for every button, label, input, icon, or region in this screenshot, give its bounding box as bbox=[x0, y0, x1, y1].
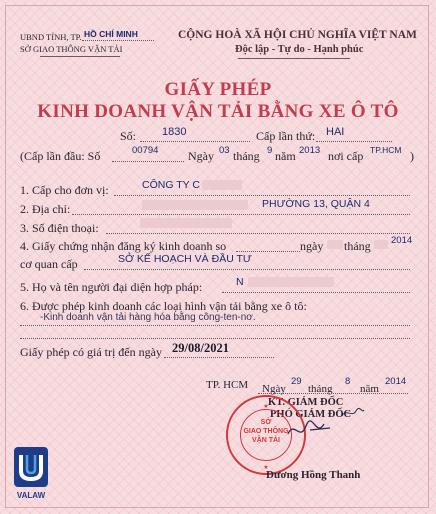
field6-line1 bbox=[20, 325, 410, 326]
field6-line2 bbox=[20, 338, 410, 339]
thang-value: 9 bbox=[267, 145, 273, 156]
agency-line2: SỞ GIAO THÔNG VẬN TẢI bbox=[20, 44, 123, 54]
sign-name: Dương Hồng Thanh bbox=[266, 469, 361, 481]
valaw-logo bbox=[14, 447, 48, 503]
ngay-value: 03 bbox=[219, 145, 230, 156]
field4-number-line bbox=[236, 251, 300, 252]
sign-ngay-label: Ngày bbox=[262, 383, 286, 395]
agency-city: HỒ CHÍ MINH bbox=[84, 29, 138, 39]
redacted-phone bbox=[140, 218, 232, 228]
thang-label: tháng bbox=[233, 149, 260, 163]
field1-label: 1. Cấp cho đơn vị: bbox=[20, 183, 109, 197]
field4-ngay: ngày bbox=[300, 239, 324, 253]
so-value: 1830 bbox=[162, 126, 187, 138]
sign-place: TP. HCM bbox=[206, 379, 249, 391]
field6-value: -Kinh doanh vận tải hàng hóa bằng công-ten-nơ. bbox=[40, 312, 256, 323]
cap-lan-thu-line bbox=[316, 141, 392, 142]
close-paren: ) bbox=[410, 149, 414, 163]
field5-label: 5. Họ và tên người đại diện hợp pháp: bbox=[20, 280, 203, 294]
field4-co-quan-label: cơ quan cấp bbox=[20, 257, 78, 271]
nam-value: 2013 bbox=[299, 145, 321, 156]
sign-role1: KT. GIÁM ĐỐC bbox=[268, 397, 344, 408]
sign-role2: PHÓ GIÁM ĐỐC bbox=[270, 409, 352, 420]
stamp-line1: SỞ bbox=[260, 419, 272, 426]
motto-underline bbox=[238, 58, 350, 59]
sign-ngay-value: 29 bbox=[291, 376, 302, 387]
document-title-line2: KINH DOANH VẬN TẢI BẰNG XE Ô TÔ bbox=[37, 101, 399, 122]
valaw-logo-glyph bbox=[14, 447, 48, 487]
field6-label: 6. Được phép kinh doanh các loại hình vận tải bằng xe ô tô: bbox=[20, 299, 307, 313]
sign-thang-value: 8 bbox=[345, 376, 351, 387]
agency-city-line bbox=[82, 40, 154, 41]
redacted-street-address bbox=[142, 200, 248, 210]
cap-lan-dau-value: 00794 bbox=[132, 145, 159, 156]
noi-cap-value: TP.HCM bbox=[370, 145, 402, 155]
field2-value: PHƯỜNG 13, QUẬN 4 bbox=[262, 198, 370, 210]
svg-text:★: ★ bbox=[263, 465, 269, 471]
sign-nam-value: 2014 bbox=[385, 376, 407, 387]
agency-line1: UBND TỈNH, TP. bbox=[20, 32, 82, 42]
field4-co-quan-value: SỞ KẾ HOẠCH VÀ ĐẦU TƯ bbox=[118, 253, 252, 265]
agency-underline bbox=[40, 56, 120, 57]
field5-line bbox=[222, 292, 410, 293]
stamp-line3: VẬN TẢI bbox=[252, 437, 280, 444]
validity-label: Giấy phép có giá trị đến ngày bbox=[20, 345, 162, 359]
sign-thang-label: tháng bbox=[308, 383, 333, 395]
field5-value: N bbox=[236, 276, 244, 288]
stamp-line2: GIAO THÔNG bbox=[243, 428, 289, 435]
valaw-logo-mark bbox=[14, 447, 48, 487]
validity-line bbox=[164, 357, 274, 358]
sign-date-line bbox=[258, 393, 408, 394]
redacted-month bbox=[374, 240, 388, 249]
field3-label: 3. Số điện thoại: bbox=[20, 221, 99, 235]
redacted-company-name bbox=[202, 180, 242, 190]
field1-value: CÔNG TY C bbox=[142, 179, 200, 191]
handwritten-signature bbox=[284, 414, 334, 444]
field4-year: 2014 bbox=[391, 235, 413, 246]
noi-cap-label: nơi cấp bbox=[328, 149, 364, 163]
cap-lan-dau-label: (Cấp lần đầu: Số bbox=[20, 149, 101, 163]
field3-line bbox=[106, 233, 410, 234]
field2-label: 2. Địa chỉ: bbox=[20, 202, 71, 216]
cap-lan-thu-value: HAI bbox=[326, 126, 345, 138]
cap-lan-thu-label: Cấp lần thứ: bbox=[256, 129, 316, 143]
document-title-line1: GIẤY PHÉP bbox=[164, 79, 272, 100]
sign-nam-label: năm bbox=[360, 383, 379, 395]
valaw-logo-text: VALAW bbox=[16, 491, 46, 500]
nation-title: CỘNG HOÀ XÃ HỘI CHỦ NGHĨA VIỆT NAM bbox=[178, 29, 417, 41]
field4-label: 4. Giấy chứng nhận đăng ký kinh doanh so bbox=[20, 239, 227, 253]
ngay-label: Ngày bbox=[188, 149, 214, 163]
so-label: Số: bbox=[120, 129, 137, 143]
motto: Độc lập - Tự do - Hạnh phúc bbox=[235, 44, 364, 55]
nam-label: năm bbox=[275, 149, 296, 163]
field2-line bbox=[72, 214, 410, 215]
svg-text:★: ★ bbox=[263, 404, 269, 410]
redacted-representative bbox=[248, 277, 334, 287]
initial-mark bbox=[340, 406, 366, 420]
cap-lan-dau-line bbox=[112, 161, 184, 162]
so-line bbox=[140, 141, 250, 142]
field4-thang: tháng bbox=[344, 239, 371, 253]
field1-line bbox=[114, 195, 410, 196]
validity-date: 29/08/2021 bbox=[172, 341, 229, 355]
field4-co-quan-line bbox=[84, 269, 410, 270]
redacted-day bbox=[327, 240, 343, 249]
